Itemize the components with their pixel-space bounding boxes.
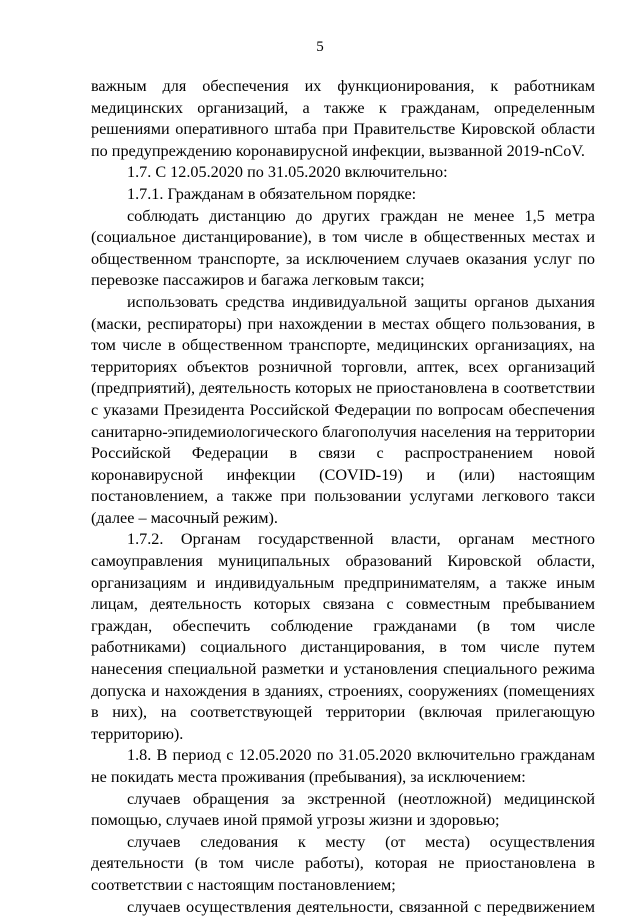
paragraph-1-7-1: 1.7.1. Гражданам в обязательном порядке:	[127, 184, 417, 203]
document-body	[91, 76, 595, 918]
paragraph-1-8: 1.8. В период с 12.05.2020 по 31.05.2020 включительно гражданам не покидать места проживания (пребывания), за исключением:	[91, 746, 595, 786]
paragraph-1-7-2: 1.7.2. Органам государственной власти, органам местного самоуправления муниципальных образований Кировской области, организациям и индивидуальным предпринимателям, а также иным лицам, деятельность которых связана с совместным пребыванием граждан, обеспечить соблюдение гражданами (в том числе работниками) социального дистанцирования, в том числе путем нанесения специальной разметки и установления специального режима допуска и нахождения в зданиях, строениях, сооружениях (помещениях в них), на соответствующей территории (включая прилегающую территорию).	[91, 530, 595, 743]
paragraph-medical: случаев обращения за экстренной (неотложной) медицинской помощью, случаев иной прямой угрозы жизни и здоровью;	[91, 789, 595, 830]
paragraph-activity: случаев осуществления деятельности, связанной с передвижением	[127, 897, 595, 916]
paragraph-masks: использовать средства индивидуальной защиты органов дыхания (маски, респираторы) при нахождении в местах общего пользования, в том числе в общественном транспорте, медицинских организациях, на территориях объектов розничной торговли, аптек, всех организаций (предприятий), деятельность которых не приостановлена в соответствии с указами Президента Российской Федерации по вопросам обеспечения санитарно-эпидемиологического благополучия населения на территории Российской Федерации в связи с распространением новой коронавирусной инфекции (COVID-19) и (или) настоящим постановлением, а также при пользовании услугами легкового такси (далее – масочный режим).	[91, 292, 595, 527]
paragraph-1-7: 1.7. С 12.05.2020 по 31.05.2020 включительно:	[127, 163, 448, 182]
paragraph-work: случаев следования к месту (от места) осуществления деятельности (в том числе работы), которая не приостановлена в соответствии с настоящим постановлением;	[91, 832, 595, 894]
page-number: 5	[316, 39, 324, 55]
paragraph-continuation: важным для обеспечения их функционирования, к работникам медицинских организаций, а также к гражданам, определенным решениями оперативного штаба при Правительстве Кировской области по предупреждению коронавирусной инфекции, вызванной 2019-nCoV.	[91, 77, 595, 160]
paragraph-distance: соблюдать дистанцию до других граждан не менее 1,5 метра (социальное дистанцирование), в том числе в общественных местах и общественном транспорте, за исключением случаев оказания услуг по перевозке пассажиров и багажа легковым такси;	[91, 206, 595, 290]
